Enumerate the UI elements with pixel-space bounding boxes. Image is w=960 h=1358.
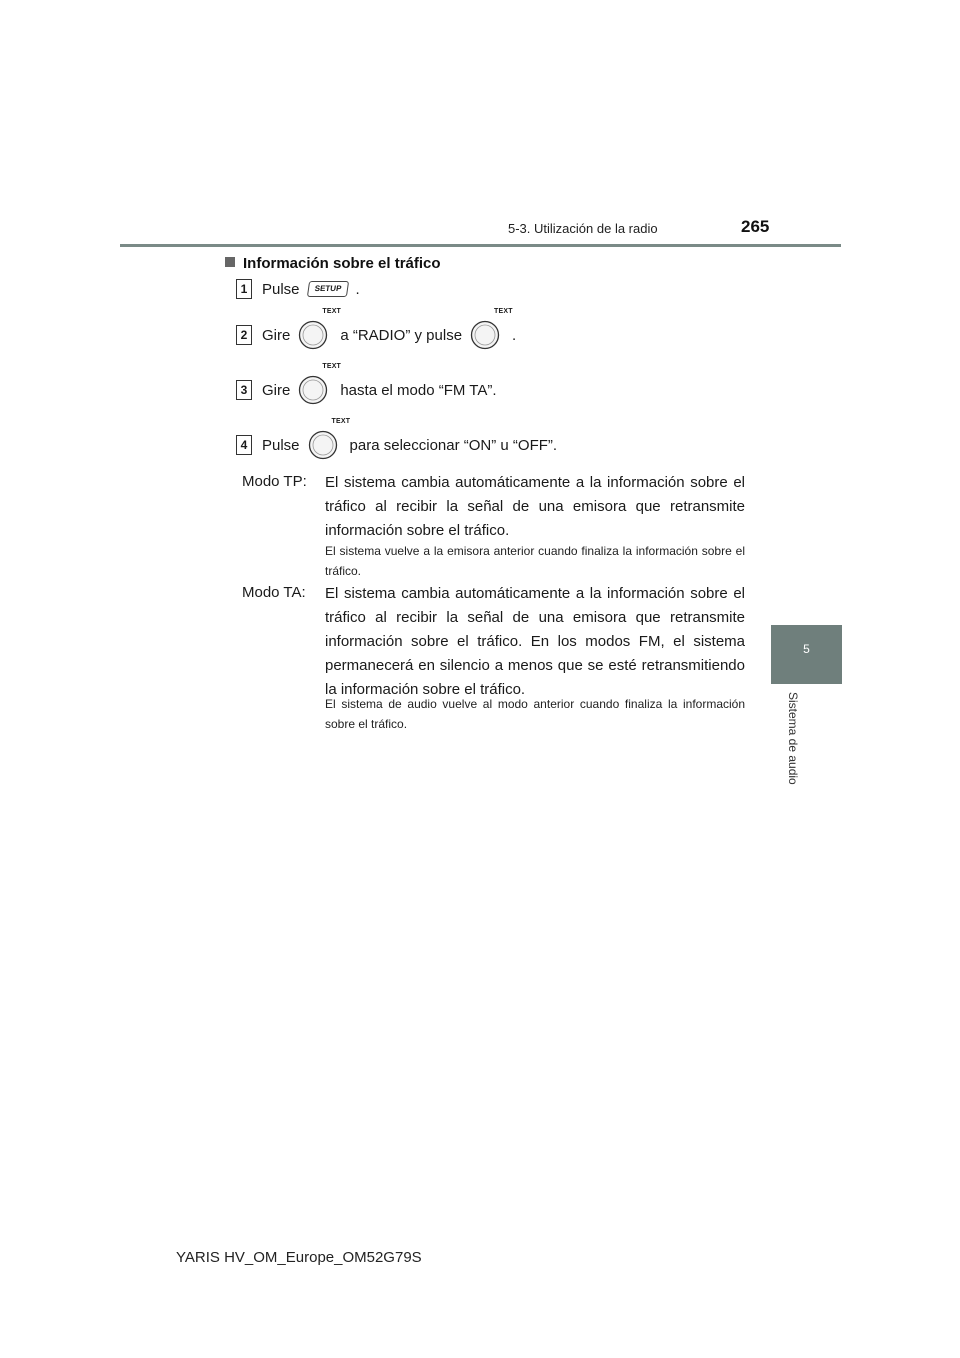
step-number: 2 — [236, 325, 252, 345]
tp-mode-term: Modo TP: — [242, 473, 307, 490]
step-number: 4 — [236, 435, 252, 455]
step-number: 3 — [236, 380, 252, 400]
step-2 — [236, 308, 517, 346]
heading-text: Información sobre el tráfico — [243, 255, 441, 272]
chapter-label: Sistema de audio — [786, 692, 800, 785]
tp-mode-note: El sistema vuelve a la emisora anterior cuando finaliza la información sobre el tráfico. — [325, 544, 745, 578]
step-number: 1 — [236, 279, 252, 299]
step-text: . — [355, 280, 360, 298]
knob-label: TEXT — [322, 308, 342, 315]
step-3 — [236, 363, 497, 401]
knob-label: TEXT — [494, 308, 513, 315]
tp-mode-text: El sistema cambia automáticamente a la información sobre el tráfico al recibir la señal de una emisora que retransmite información sobre el tráfico. — [325, 474, 745, 539]
tune-knob-icon — [298, 363, 342, 405]
step-4 — [236, 418, 558, 456]
square-bullet-icon — [225, 257, 235, 267]
tune-knob-icon — [308, 418, 351, 460]
step-text: Gire — [262, 326, 291, 344]
ta-mode-term: Modo TA: — [242, 584, 306, 601]
ta-mode-text: El sistema cambia automáticamente a la información sobre el tráfico al recibir la señal de una emisora que retransmite información sobre el tráfico. En los modos FM, el sistema permanecerá en silencio a menos que se esté retransmitiendo la información sobre el tráfico. — [325, 585, 745, 698]
step-text: hasta el modo “FM TA”. — [340, 381, 497, 399]
section-title: 5-3. Utilización de la radio — [508, 221, 658, 236]
knob-label: TEXT — [322, 363, 342, 370]
footer-code: YARIS HV_OM_Europe_OM52G79S — [176, 1249, 422, 1266]
page-number: 265 — [741, 217, 770, 236]
step-text: Pulse — [262, 280, 300, 298]
setup-button-icon: SETUP — [306, 281, 348, 297]
section-heading — [225, 255, 441, 272]
header-rule — [120, 244, 841, 247]
step-text: Gire — [262, 381, 291, 399]
chapter-number: 5 — [803, 642, 810, 656]
ta-mode-note: El sistema de audio vuelve al modo anterior cuando finaliza la información sobre el tráfico. — [325, 697, 745, 731]
step-text: para seleccionar “ON” u “OFF”. — [349, 436, 558, 454]
step-text: Pulse — [262, 436, 300, 454]
tune-knob-icon — [298, 308, 342, 350]
step-1 — [236, 278, 360, 300]
tune-knob-icon — [470, 308, 513, 350]
knob-label: TEXT — [331, 418, 351, 425]
step-text: a “RADIO” y pulse — [340, 326, 463, 344]
step-text: . — [512, 326, 517, 344]
